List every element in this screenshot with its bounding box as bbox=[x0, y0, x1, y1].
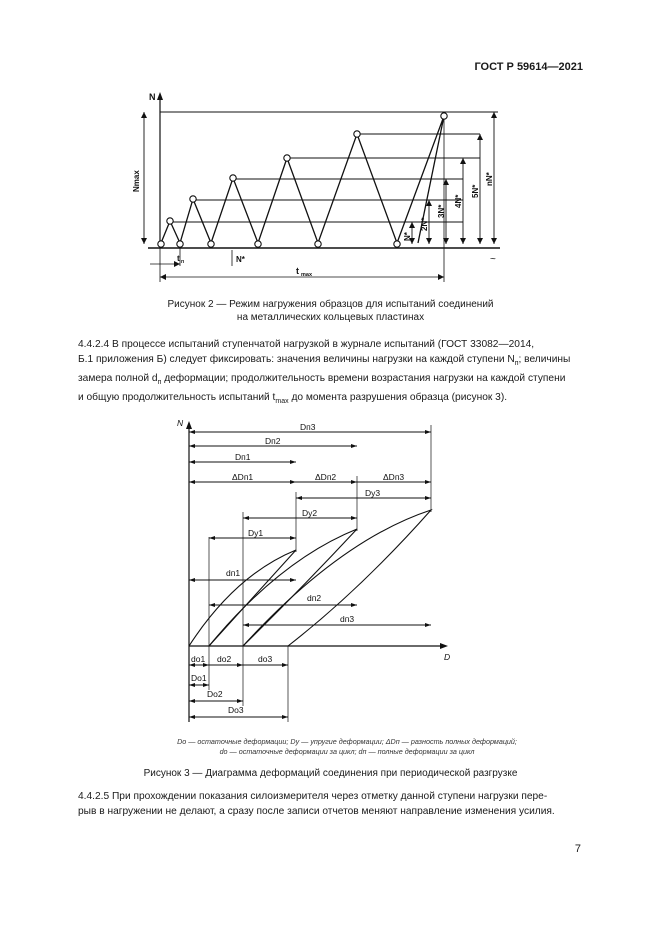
p4424-line1: 4.4.2.4 В процессе испытаний ступенчатой нагрузкой в журнале испытаний (ГОСТ 33082—2014, bbox=[78, 339, 535, 350]
p4425-line2: рыв в нагружении не делают, а сразу после записи отчетов меняют направление изменения усилия. bbox=[78, 806, 555, 817]
fig3-dp2: Dп2 bbox=[265, 436, 281, 446]
fig3-do-2: dо2 bbox=[217, 654, 232, 664]
fig2-nn: nN* bbox=[485, 172, 494, 186]
figure-3-legend-line1: Dо — остаточные деформации; Dу — упругие деформации; ΔDп — разность полных деформаций; bbox=[177, 737, 517, 746]
fig3-dp-3: dп3 bbox=[340, 614, 355, 624]
fig3-dy2: Dу2 bbox=[302, 508, 318, 518]
fig3-ddp1: ΔDп1 bbox=[232, 472, 254, 482]
fig2-n-star: N* bbox=[403, 232, 412, 241]
fig3-ddp3: ΔDп3 bbox=[383, 472, 405, 482]
fig3-dp3: Dп3 bbox=[300, 422, 316, 432]
fig3-ddp2: ΔDп2 bbox=[315, 472, 337, 482]
p4424-line3-text: замера полной d bbox=[78, 373, 158, 385]
fig3-axis-d: D bbox=[444, 652, 451, 662]
fig3-Do-3: Dо3 bbox=[228, 705, 244, 715]
paragraph-4-4-2-5 bbox=[78, 789, 583, 819]
fig3-Do-1: Dо1 bbox=[191, 673, 207, 683]
fig3-do-3: dо3 bbox=[258, 654, 273, 664]
fig3-dp-1: dп1 bbox=[226, 568, 241, 578]
p4424-line4-text: и общую продолжительность испытаний t bbox=[78, 392, 276, 404]
figure-2-caption-line1: Рисунок 2 — Режим нагружения образцов для испытаний соединений bbox=[167, 299, 494, 310]
document-header: ГОСТ Р 59614—2021 bbox=[474, 61, 583, 73]
p4424-line3-sub: п bbox=[157, 379, 162, 387]
p4424-line2-text: Б.1 приложения Б) следует фиксировать: значения величины нагрузки на каждой ступени N bbox=[78, 354, 515, 365]
fig3-dp1: Dп1 bbox=[235, 452, 251, 462]
fig2-t-small-sub: п bbox=[181, 259, 185, 265]
fig2-2n: 2N* bbox=[420, 217, 429, 231]
fig2-tmax: t bbox=[296, 266, 299, 276]
figure-3-legend bbox=[112, 737, 582, 757]
fig2-n-bottom: N* bbox=[236, 255, 245, 264]
fig2-3n: 3N* bbox=[437, 204, 446, 218]
fig3-dp-2: dп2 bbox=[307, 593, 322, 603]
fig3-Do-2: Dо2 bbox=[207, 689, 223, 699]
p4424-line4-end: до момента разрушения образца (рисунок 3). bbox=[288, 392, 508, 404]
fig2-nmax: Nmax bbox=[132, 170, 141, 192]
fig2-4n: 4N* bbox=[454, 194, 463, 208]
fig3-do-1: dо1 bbox=[191, 654, 206, 664]
p4424-line4-sub: max bbox=[275, 398, 289, 406]
p4424-line2-end: ; величины bbox=[518, 354, 571, 365]
fig3-dy3: Dу3 bbox=[365, 488, 381, 498]
figure-3-caption: Рисунок 3 — Диаграмма деформаций соединения при периодической разгрузке bbox=[143, 768, 518, 779]
fig2-t-small: t bbox=[177, 254, 180, 263]
p4425-line1: 4.4.2.5 При прохождении показания силоизмерителя через отметку данной ступени нагрузки пере- bbox=[78, 791, 548, 802]
figure-2-caption-line2: на металлических кольцевых пластинах bbox=[236, 312, 425, 323]
fig2-axis-n: N bbox=[149, 92, 156, 102]
p4424-line3-end: деформации; продолжительность времени возрастания нагрузки на каждой ступени bbox=[161, 373, 566, 385]
fig2-5n: 5N* bbox=[471, 184, 480, 198]
figure-3-legend-line2: dо — остаточные деформации за цикл; dп — полные деформации за цикл bbox=[219, 747, 475, 756]
fig2-tilde: ~ bbox=[490, 254, 496, 265]
p4424-line2-sub: п bbox=[514, 360, 519, 368]
fig3-dy1: Dу1 bbox=[248, 528, 264, 538]
page-number: 7 bbox=[574, 843, 581, 855]
fig2-tmax-sub: max bbox=[301, 272, 313, 278]
fig3-axis-n: N bbox=[177, 418, 184, 428]
